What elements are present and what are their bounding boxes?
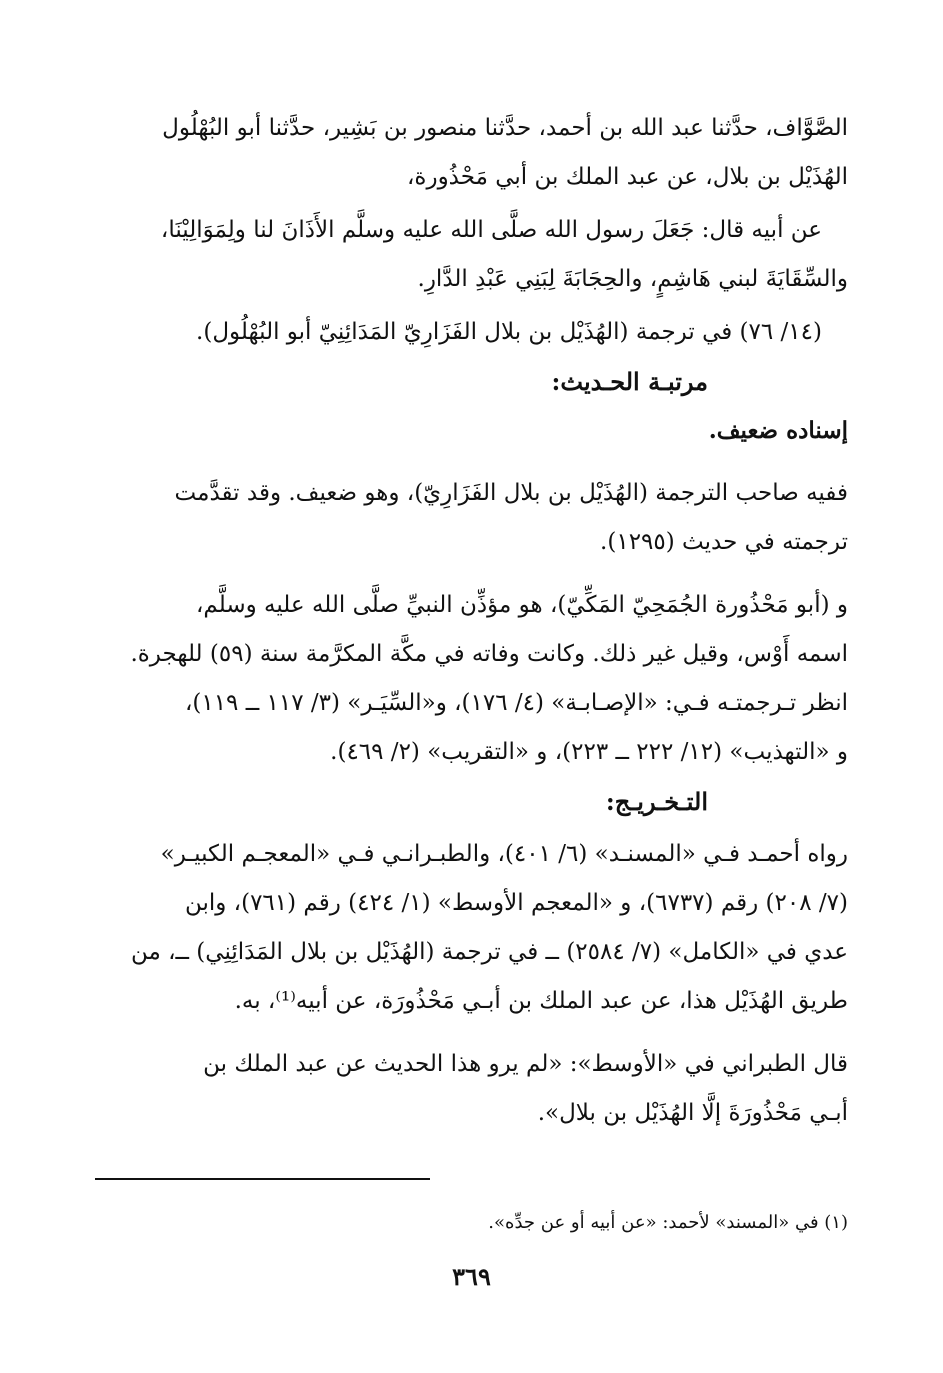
grade-paragraph-1: [95, 469, 848, 567]
takhrij-p1-line-4: طريق الهُذَيْل هذا، عن عبد الملك بن أبـي مَحْذُورَة، عن أبيه⁽¹⁾، به.: [234, 988, 848, 1014]
grade-p2-line-2: اسمه أَوْس، وقيل غير ذلك. وكانت وفاته في مكَّة المكرَّمة سنة (٥٩) للهجرة.: [130, 641, 848, 667]
takhrij-p2-line-1: قال الطبراني في «الأوسط»: «لم يرو هذا الحديث عن عبد الملك بن: [203, 1051, 848, 1077]
grade-p2-line-3: انظر تـرجمتـه فـي: «الإصـابـة» (٤/ ١٧٦)، و«السِّيَـر» (٣/ ١١٧ ــ ١١٩)،: [184, 690, 848, 716]
grade-verdict: إسناده ضعيف.: [708, 417, 848, 444]
grade-heading: مرتبـة الحـديث:: [551, 367, 708, 396]
takhrij-p1-line-3: عدي في «الكامل» (٧/ ٢٥٨٤) ــ في ترجمة (الهُذَيْل بن بلال المَدَائِنِي) ــ، من: [130, 939, 848, 965]
footnote-divider: [95, 1178, 430, 1180]
isnad-line-2: الهُذَيْل بن بلال، عن عبد الملك بن أبي مَحْذُورة،: [406, 164, 848, 190]
grade-paragraph-2: [95, 581, 848, 777]
reference-line: (١٤/ ٧٦) في ترجمة (الهُذَيْل بن بلال الفَزَارِيّ المَدَائِنِيّ أبو البُهْلُول).: [196, 319, 822, 345]
matn-paragraph: [95, 206, 848, 304]
isnad-paragraph: [95, 104, 848, 202]
takhrij-p1-line-2: (٧/ ٢٠٨) رقم (٦٧٣٧)، و «المعجم الأوسط» (١/ ٤٢٤) رقم (٧٦١)، وابن: [184, 890, 848, 916]
page-body: [95, 104, 848, 1138]
takhrij-p1-line-1: رواه أحمـد فـي «المسنـد» (٦/ ٤٠١)، والطبـرانـي فـي «المعجـم الكبيـر»: [160, 841, 848, 867]
grade-p1-line-1: ففيه صاحب الترجمة (الهُذَيْل بن بلال الفَزَارِيّ)، وهو ضعيف. وقد تقدَّمت: [174, 480, 848, 506]
matn-line-1: عن أبيه قال: جَعَلَ رسول الله صلَّى الله عليه وسلَّم الأَذَانَ لنا ولِمَوَالِيْنَا،: [160, 217, 822, 243]
grade-p2-line-1: و (أبو مَحْذُورة الجُمَحِيّ المَكِّيّ)، هو مؤذِّن النبيِّ صلَّى الله عليه وسلَّم،: [196, 592, 848, 618]
matn-line-2: والسِّقَايَةَ لبني هَاشِمٍ، والحِجَابَةَ لِبَنِي عَبْدِ الدَّارِ.: [417, 266, 848, 292]
page-number: ٣٦٩: [452, 1262, 491, 1291]
isnad-line-1: الصَّوَّاف، حدَّثنا عبد الله بن أحمد، حدَّثنا منصور بن بَشِير، حدَّثنا أبو البُهْلُول: [162, 115, 848, 141]
footnote: (١) في «المسند» لأحمد: «عن أبيه أو عن جدِّه».: [488, 1212, 848, 1233]
takhrij-heading: التـخـريـج:: [605, 787, 708, 816]
takhrij-p2-line-2: أبـي مَحْذُورَةَ إلَّا الهُذَيْل بن بلال».: [537, 1100, 848, 1126]
takhrij-paragraph-1: [95, 830, 848, 1026]
grade-p2-line-4: و «التهذيب» (١٢/ ٢٢٢ ــ ٢٢٣)، و «التقريب» (٢/ ٤٦٩).: [330, 739, 848, 765]
grade-p1-line-2: ترجمته في حديث (١٢٩٥).: [600, 529, 848, 555]
takhrij-paragraph-2: [95, 1040, 848, 1138]
